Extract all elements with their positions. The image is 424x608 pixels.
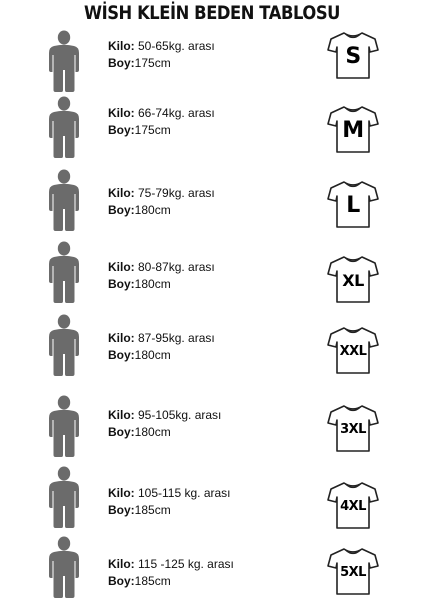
size-label: L	[346, 193, 360, 218]
kilo-value: 66-74kg. arası	[134, 106, 215, 120]
size-label: 4XL	[340, 499, 366, 514]
person-silhouette-icon	[47, 466, 81, 528]
size-row-4xl	[0, 466, 424, 538]
boy-label: Boy:	[108, 348, 135, 362]
boy-line	[108, 122, 215, 139]
person-silhouette-icon	[47, 169, 81, 231]
tshirt-icon	[327, 254, 379, 304]
row-info	[108, 38, 215, 72]
kilo-line	[108, 330, 215, 347]
boy-line	[108, 424, 221, 441]
row-info	[108, 407, 221, 441]
kilo-line	[108, 38, 215, 55]
boy-value: 180cm	[134, 277, 171, 291]
kilo-value: 80-87kg. arası	[134, 260, 215, 274]
kilo-label: Kilo:	[108, 486, 135, 500]
tshirt-icon	[327, 325, 379, 375]
boy-value: 175cm	[134, 123, 171, 137]
boy-label: Boy:	[108, 503, 135, 517]
tshirt-icon	[327, 403, 379, 453]
boy-value: 175cm	[134, 56, 171, 70]
size-label: XXL	[339, 344, 367, 359]
size-row-l	[0, 169, 424, 241]
kilo-label: Kilo:	[108, 408, 135, 422]
kilo-line	[108, 259, 215, 276]
boy-line	[108, 347, 215, 364]
kilo-line	[108, 185, 215, 202]
kilo-value: 50-65kg. arası	[134, 39, 215, 53]
boy-line	[108, 55, 215, 72]
person-silhouette-icon	[47, 30, 81, 92]
kilo-line	[108, 556, 234, 573]
size-label: S	[345, 44, 361, 69]
tshirt-icon	[327, 104, 379, 154]
kilo-label: Kilo:	[108, 39, 135, 53]
page-title: WİSH KLEİN BEDEN TABLOSU	[83, 2, 341, 24]
kilo-value: 95-105kg. arası	[134, 408, 222, 422]
kilo-value: 115 -125 kg. arası	[134, 557, 234, 571]
size-row-m	[0, 96, 424, 168]
boy-value: 180cm	[134, 425, 171, 439]
person-silhouette-icon	[47, 314, 81, 376]
row-info	[108, 185, 215, 219]
boy-line	[108, 502, 231, 519]
boy-label: Boy:	[108, 56, 135, 70]
kilo-label: Kilo:	[108, 186, 135, 200]
size-label: 3XL	[340, 422, 366, 437]
boy-value: 180cm	[134, 348, 171, 362]
person-silhouette-icon	[47, 241, 81, 303]
boy-value: 185cm	[134, 574, 171, 588]
person-silhouette-icon	[47, 536, 81, 598]
size-label: XL	[342, 271, 364, 290]
size-row-5xl	[0, 536, 424, 608]
size-row-xl	[0, 241, 424, 313]
person-silhouette-icon	[47, 96, 81, 158]
kilo-label: Kilo:	[108, 557, 135, 571]
kilo-line	[108, 485, 231, 502]
kilo-value: 75-79kg. arası	[134, 186, 215, 200]
kilo-label: Kilo:	[108, 331, 135, 345]
tshirt-icon	[327, 480, 379, 530]
tshirt-icon	[327, 546, 379, 596]
tshirt-icon	[327, 30, 379, 80]
kilo-value: 87-95kg. arası	[134, 331, 215, 345]
boy-value: 185cm	[134, 503, 171, 517]
row-info	[108, 556, 234, 590]
kilo-line	[108, 105, 215, 122]
size-row-xxl	[0, 314, 424, 386]
boy-line	[108, 202, 215, 219]
kilo-label: Kilo:	[108, 106, 135, 120]
row-info	[108, 330, 215, 364]
boy-line	[108, 276, 215, 293]
boy-label: Boy:	[108, 277, 135, 291]
row-info	[108, 485, 231, 519]
boy-value: 180cm	[134, 203, 171, 217]
size-label: M	[342, 118, 364, 143]
person-silhouette-icon	[47, 395, 81, 457]
kilo-value: 105-115 kg. arası	[134, 486, 231, 500]
boy-label: Boy:	[108, 574, 135, 588]
row-info	[108, 105, 215, 139]
size-row-s	[0, 30, 424, 102]
kilo-label: Kilo:	[108, 260, 135, 274]
tshirt-icon	[327, 179, 379, 229]
kilo-line	[108, 407, 221, 424]
boy-label: Boy:	[108, 123, 135, 137]
boy-line	[108, 573, 234, 590]
boy-label: Boy:	[108, 203, 135, 217]
boy-label: Boy:	[108, 425, 135, 439]
size-row-3xl	[0, 395, 424, 467]
size-label: 5XL	[340, 565, 366, 580]
row-info	[108, 259, 215, 293]
